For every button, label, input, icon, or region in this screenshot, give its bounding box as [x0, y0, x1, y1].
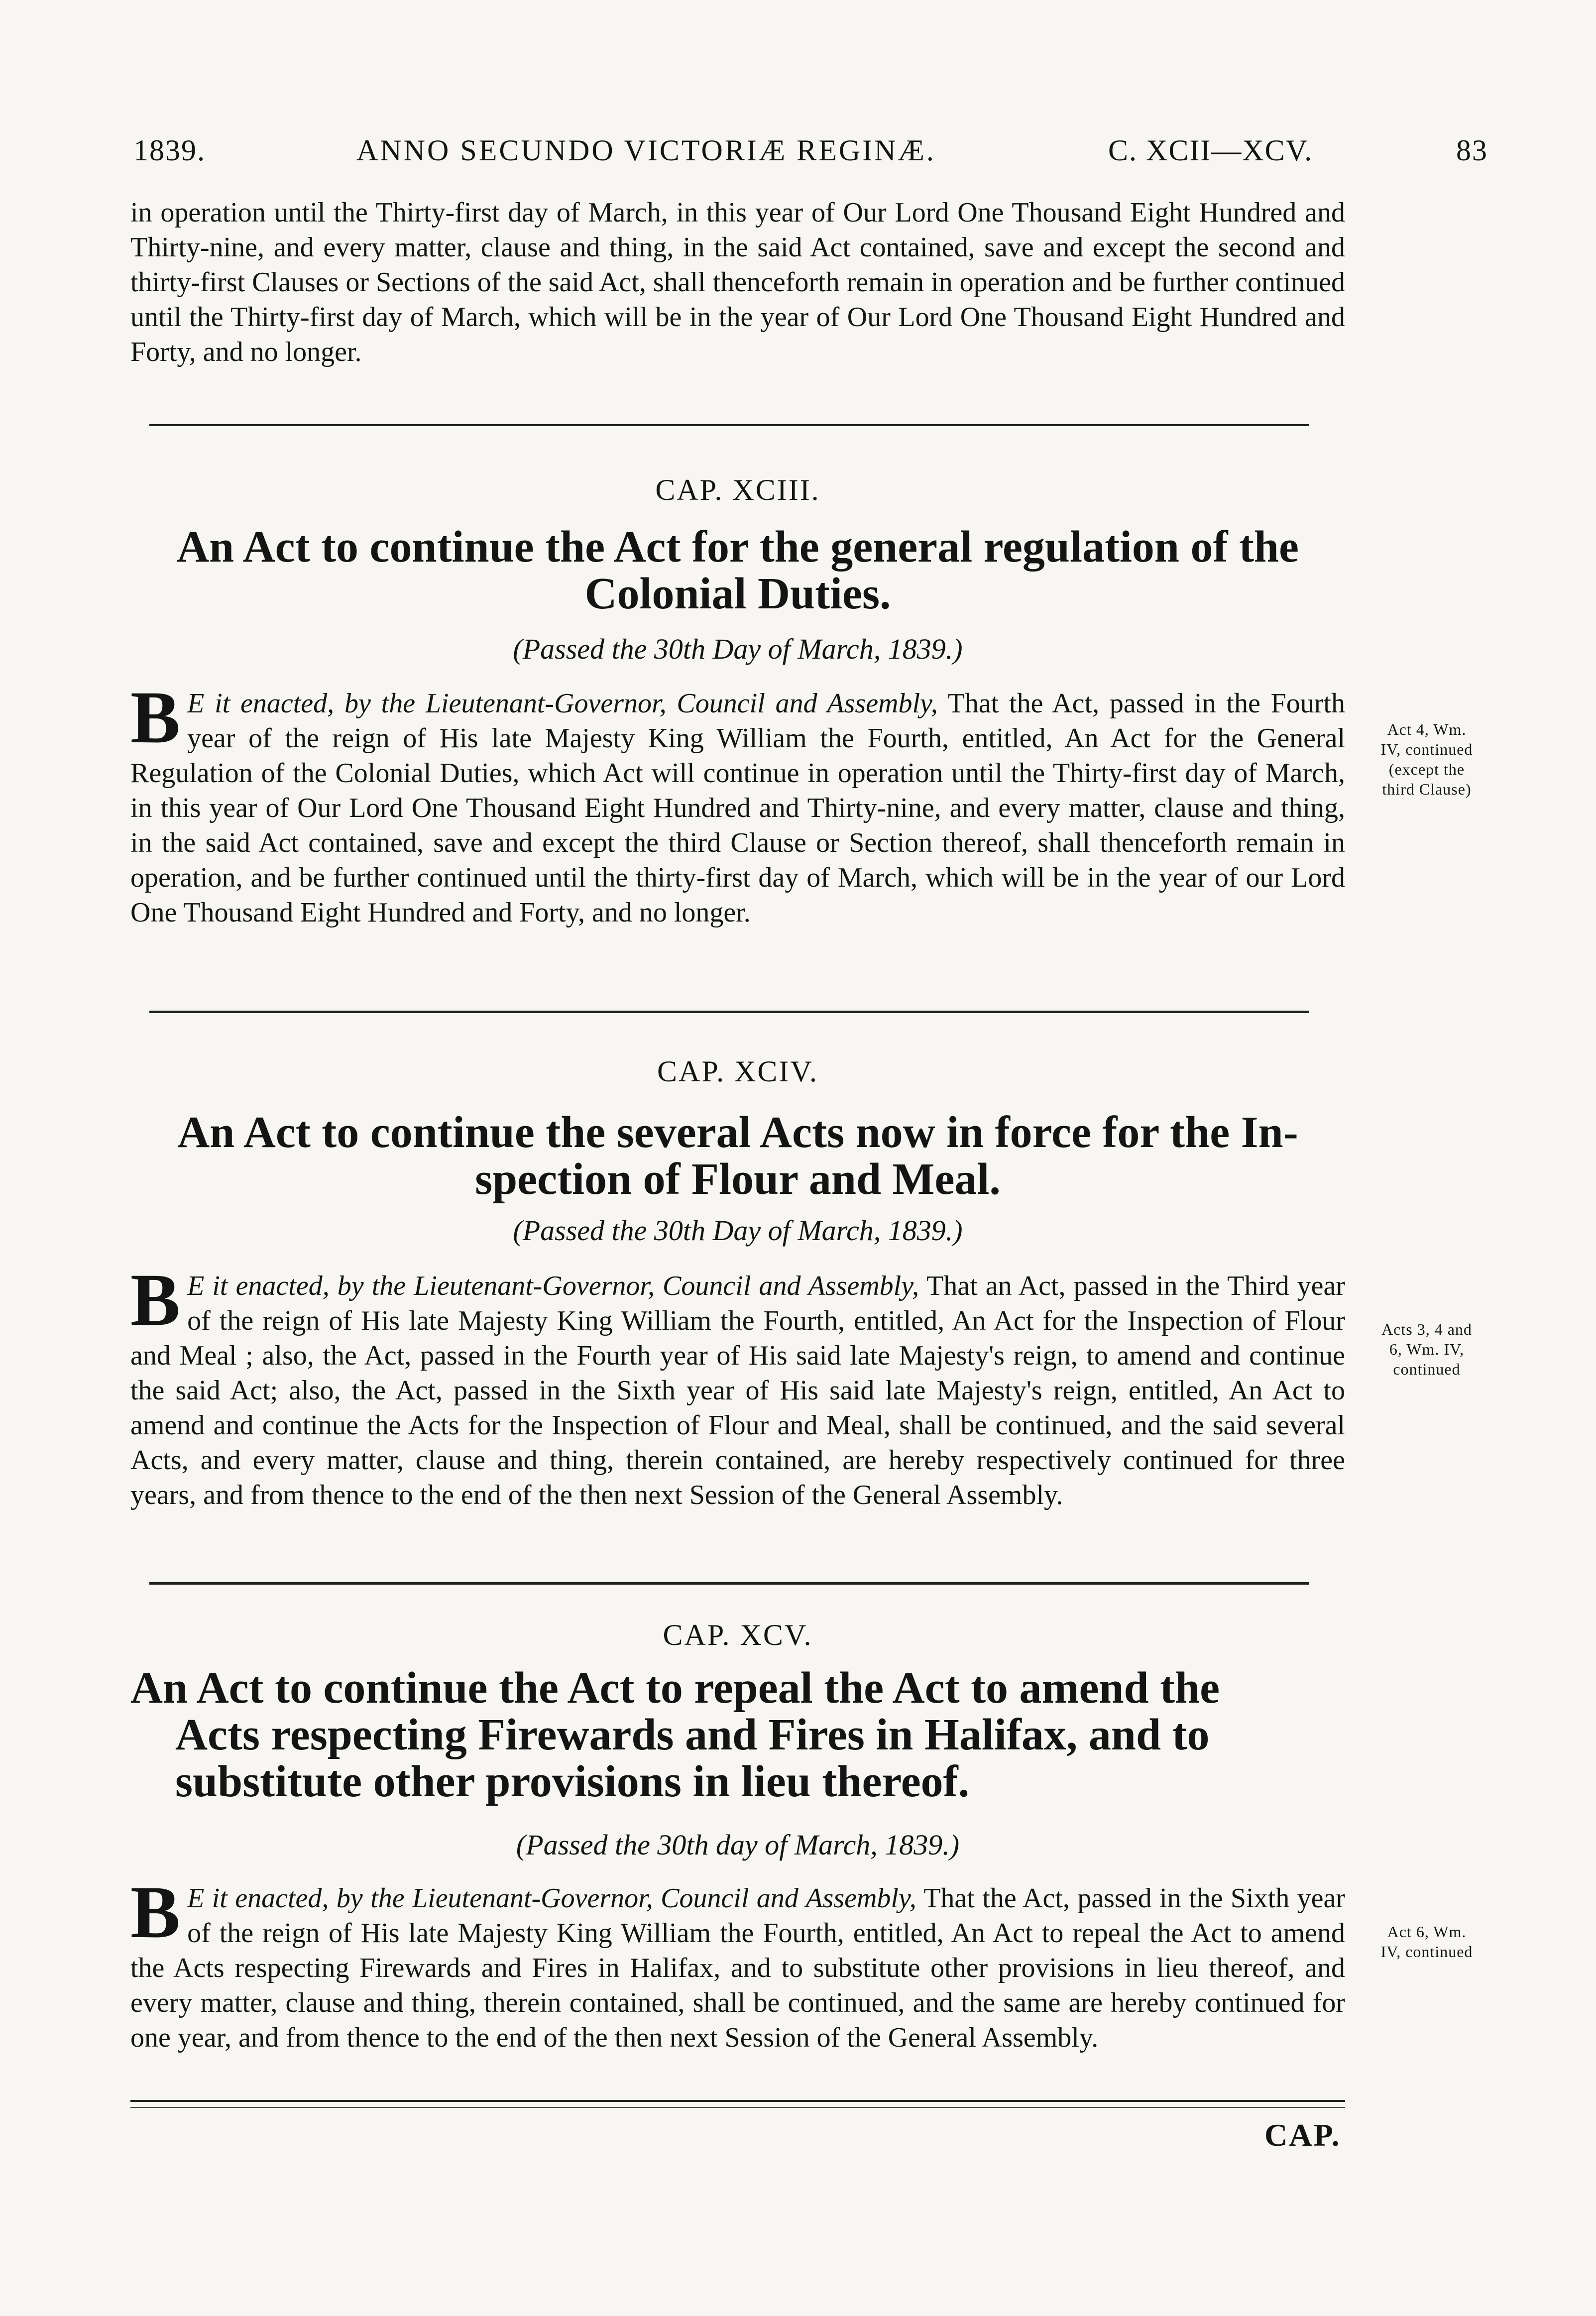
enacting-clause: E it enacted, by the Lieutenant-Governor, Council and Assembly,: [187, 1883, 916, 1914]
passed-date: [130, 1828, 1345, 1861]
end-double-rule: [130, 2100, 1345, 2108]
act-title-line: Colonial Duties.: [584, 569, 891, 618]
passed-date-text: (Passed the 30th Day of March, 1839.): [513, 1214, 963, 1247]
section-rule: [149, 1582, 1309, 1585]
enacting-clause: E it enacted, by the Lieutenant-Governor, Council and Assembly,: [187, 688, 938, 719]
section-rule: [149, 424, 1309, 426]
margin-note-line: Acts 3, 4 and: [1381, 1320, 1472, 1338]
act-title-line: substitute other provisions in lieu thereof.: [175, 1757, 970, 1806]
margin-note-line: IV, continued: [1380, 1943, 1473, 1961]
margin-note-line: 6, Wm. IV,: [1389, 1340, 1465, 1358]
enacting-clause: E it enacted, by the Lieutenant-Governor, Council and Assembly,: [187, 1271, 919, 1301]
running-head-title: ANNO SECUNDO VICTORIÆ REGINÆ.: [356, 134, 936, 167]
drop-cap: B: [130, 1259, 181, 1341]
margin-note-line: Act 4, Wm.: [1387, 720, 1467, 738]
margin-note: [1352, 1319, 1501, 1379]
drop-cap: B: [130, 1871, 181, 1954]
act-title: [130, 524, 1345, 617]
running-head-year: 1839.: [133, 134, 206, 167]
catchword: CAP.: [1264, 2117, 1341, 2153]
margin-note: [1352, 719, 1501, 799]
act-title: [130, 1665, 1345, 1805]
margin-note: [1352, 1922, 1501, 1962]
enacting-body: That the Act, passed in the Sixth year of the reign of His late Majesty King William the Fourth, entitled, An Act to repeal the Act to amend the Acts respecting Firewards and Fires in Halifax, and to substitute other provisions in lieu thereof, and every matter, clause and thing, therein contained, shall be continued, and the same are hereby continued for one year, and from thence to the end of the then next Session of the General Assembly.: [130, 1883, 1345, 2053]
cap-heading: CAP. XCIII.: [655, 473, 820, 506]
passed-date-text: (Passed the 30th day of March, 1839.): [516, 1829, 960, 1861]
page-number: 83: [1456, 134, 1488, 167]
cap-heading: CAP. XCIV.: [657, 1055, 818, 1088]
act-title-line: An Act to continue the Act to repeal the Act to amend the: [130, 1663, 1220, 1713]
passed-date-text: (Passed the 30th Day of March, 1839.): [513, 633, 963, 665]
drop-cap: B: [130, 676, 181, 759]
act-title-line: Acts respecting Firewards and Fires in Halifax, and to: [175, 1710, 1210, 1759]
section-rule: [149, 1011, 1309, 1013]
continued-paragraph: in operation until the Thirty-first day of March, in this year of Our Lord One Thousand Eight Hundred and Thirty-nine, and every matter, clause and thing, in the said Act contained, save and except the second and thirty-first Clauses or Sections of the said Act, shall thenceforth remain in operation and be further continued until the Thirty-first day of March, which will be in the year of Our Lord One Thousand Eight Hundred and Forty, and no longer.: [130, 197, 1345, 367]
margin-note-line: Act 6, Wm.: [1387, 1923, 1467, 1941]
passed-date: [130, 632, 1345, 666]
cap-heading: CAP. XCV.: [663, 1619, 813, 1651]
enacting-body: That the Act, passed in the Fourth year of the reign of His late Majesty King William the Fourth, entitled, An Act for the General Regulation of the Colonial Duties, which Act will continue in operation until the Thirty-first day of March, in this year of Our Lord One Thousand Eight Hundred and Thirty-nine, and every matter, clause and thing, in the said Act contained, save and except the third Clause or Section thereof, shall thenceforth remain in operation, and be further continued until the thirty-first day of March, which will be in the year of our Lord One Thousand Eight Hundred and Forty, and no longer.: [130, 688, 1345, 928]
act-title-line: spection of Flour and Meal.: [475, 1155, 1001, 1204]
margin-note-line: IV, continued: [1380, 740, 1473, 758]
act-title-line: An Act to continue the several Acts now in force for the In-: [177, 1108, 1298, 1157]
running-head-chapters: C. XCII—XCV.: [1108, 134, 1313, 167]
margin-note-line: continued: [1393, 1360, 1461, 1378]
enacting-paragraph: [130, 1259, 1345, 1512]
enacting-paragraph: [130, 676, 1345, 930]
passed-date: [130, 1214, 1345, 1247]
margin-note-line: (except the: [1388, 760, 1465, 778]
act-title: [130, 1109, 1345, 1203]
enacting-paragraph: [130, 1871, 1345, 2055]
enacting-body: That an Act, passed in the Third year of the reign of His late Majesty King William the Fourth, entitled, An Act for the Inspection of Flour and Meal ; also, the Act, passed in the Fourth year of His said late Majesty's reign, to amend and continue the said Act; also, the Act, passed in the Sixth year of His said late Majesty's reign, entitled, An Act to amend and continue the Acts for the Inspection of Flour and Meal, shall be continued, and the said several Acts, and every matter, clause and thing, therein contained, are hereby respectively continued for three years, and from thence to the end of the then next Session of the General Assembly.: [130, 1271, 1345, 1510]
margin-note-line: third Clause): [1382, 780, 1472, 798]
act-title-line: An Act to continue the Act for the general regulation of the: [177, 522, 1299, 572]
